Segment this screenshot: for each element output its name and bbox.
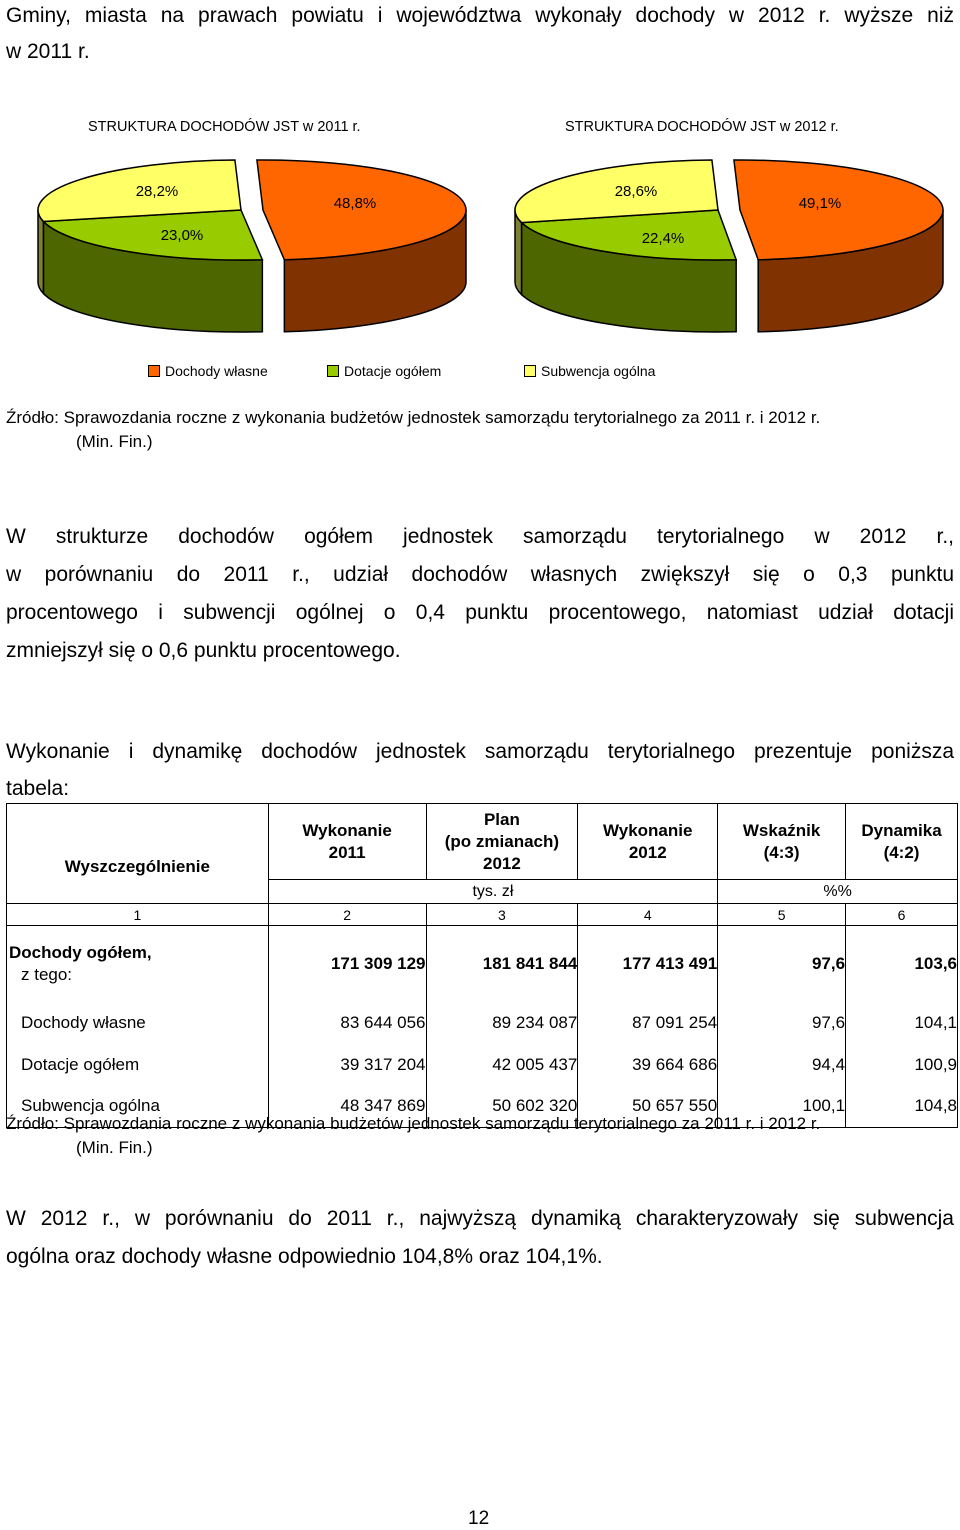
- legend-item-dotacje: [327, 363, 441, 379]
- cell: 103,6: [846, 926, 958, 1002]
- para3-line-2: ogólna oraz dochody własne odpowiednio 104,8% oraz 104,1%.: [6, 1245, 603, 1268]
- row-label: Dochody własne: [7, 1002, 269, 1044]
- para3-line-1: W 2012 r., w porównaniu do 2011 r., najwyższą dynamiką charakteryzowały się subwencja: [6, 1207, 954, 1230]
- row-label: Subwencja ogólna: [7, 1086, 269, 1128]
- th-line: Plan: [483, 809, 520, 829]
- source-line-1: Źródło: Sprawozdania roczne z wykonania budżetów jednostek samorządu terytorialnego za 2011 r. i 2012 r.: [6, 408, 821, 427]
- cell: 181 841 844: [426, 926, 578, 1002]
- table-row: [7, 1044, 958, 1086]
- cell: 50 602 320: [426, 1086, 578, 1128]
- th-line: (po zmianach): [444, 831, 560, 851]
- th-dynamika: [846, 804, 958, 880]
- col-number: 3: [426, 904, 578, 926]
- chart-title-2011: STRUKTURA DOCHODÓW JST w 2011 r.: [88, 119, 361, 135]
- pie-slice-side: [38, 210, 43, 293]
- th-line: Wskaźnik: [742, 820, 821, 840]
- pie-chart-2011: [38, 160, 466, 332]
- th-wykonanie-2011: [268, 804, 426, 880]
- para1-line-3: procentowego i subwencji ogólnej o 0,4 punktu procentowego, natomiast udział dotacji: [6, 601, 954, 624]
- th-plan-2012: [426, 804, 578, 880]
- intro-line-1: Gminy, miasta na prawach powiatu i województwa wykonały dochody w 2012 r. wyższe niż: [6, 4, 954, 27]
- legend-label: Dochody własne: [165, 363, 268, 379]
- para2-line-2: tabela:: [6, 777, 70, 800]
- th-wyszczegolnienie: Wyszczególnienie: [7, 804, 269, 904]
- cell: 39 664 686: [578, 1044, 718, 1086]
- source-line-2: (Min. Fin.): [76, 1138, 153, 1157]
- unit-money: tys. zł: [268, 880, 717, 904]
- intro-line-2: w 2011 r.: [6, 40, 90, 63]
- col-number: 5: [718, 904, 846, 926]
- total-sublabel: z tego:: [21, 964, 73, 984]
- pie-data-label: 28,2%: [135, 183, 179, 200]
- legend-label: Dotacje ogółem: [344, 363, 442, 379]
- para1-line-2: w porównaniu do 2011 r., udział dochodów własnych zwiększył się o 0,3 punktu: [6, 563, 954, 586]
- pie-chart-2012: [515, 160, 943, 332]
- cell: 50 657 550: [578, 1086, 718, 1128]
- th-line: 2012: [482, 853, 521, 873]
- legend-item-dochody-wlasne: [148, 363, 268, 379]
- pie-data-label: 22,4%: [641, 230, 685, 247]
- pie-data-label: 23,0%: [160, 227, 204, 244]
- th-line: 2011: [328, 842, 366, 862]
- total-label: Dochody ogółem,: [9, 942, 152, 962]
- table-row-total: [7, 926, 958, 1002]
- cell: 83 644 056: [268, 1002, 426, 1044]
- income-table: [6, 803, 958, 1128]
- th-line: 2012: [628, 842, 667, 862]
- th-line: Dynamika: [861, 820, 942, 840]
- table-row: [7, 1002, 958, 1044]
- cell: 100,1: [718, 1086, 846, 1128]
- para2-line-1: Wykonanie i dynamikę dochodów jednostek samorządu terytorialnego prezentuje poniższa: [6, 740, 954, 763]
- th-line: Wykonanie: [603, 820, 693, 840]
- col-number: 2: [268, 904, 426, 926]
- th-line: (4:3): [763, 842, 800, 862]
- pie-data-label: 48,8%: [333, 195, 377, 212]
- th-line: (4:2): [883, 842, 920, 862]
- para1-line-4: zmniejszył się o 0,6 punktu procentowego.: [6, 639, 401, 662]
- legend-swatch-orange: [148, 365, 160, 377]
- col-number: 1: [7, 904, 269, 926]
- cell: 100,9: [846, 1044, 958, 1086]
- pie-data-label: 49,1%: [798, 195, 842, 212]
- th-wykonanie-2012: [578, 804, 718, 880]
- legend-label: Subwencja ogólna: [541, 363, 656, 379]
- cell: 39 317 204: [268, 1044, 426, 1086]
- page-number: 12: [468, 1508, 490, 1529]
- source-note-2: [6, 1112, 820, 1160]
- source-note-1: [6, 406, 820, 454]
- cell: 87 091 254: [578, 1002, 718, 1044]
- cell: 171 309 129: [268, 926, 426, 1002]
- th-wskaznik: [718, 804, 846, 880]
- cell: 48 347 869: [268, 1086, 426, 1128]
- cell: 104,1: [846, 1002, 958, 1044]
- pie-data-label: 28,6%: [614, 183, 658, 200]
- col-number: 6: [846, 904, 958, 926]
- source-line-2: (Min. Fin.): [76, 432, 153, 451]
- pie-charts: [0, 140, 960, 350]
- row-label-total: [7, 926, 269, 1002]
- cell: 97,6: [718, 926, 846, 1002]
- cell: 89 234 087: [426, 1002, 578, 1044]
- para1-line-1: W strukturze dochodów ogółem jednostek samorządu terytorialnego w 2012 r.,: [6, 525, 954, 548]
- cell: 177 413 491: [578, 926, 718, 1002]
- cell: 42 005 437: [426, 1044, 578, 1086]
- cell: 104,8: [846, 1086, 958, 1128]
- unit-percent: %%: [718, 880, 958, 904]
- legend-swatch-yellow: [524, 365, 536, 377]
- legend-item-subwencja: [524, 363, 655, 379]
- col-number: 4: [578, 904, 718, 926]
- cell: 97,6: [718, 1002, 846, 1044]
- legend-swatch-green: [327, 365, 339, 377]
- th-line: Wykonanie: [302, 820, 392, 840]
- source-line-1: Źródło: Sprawozdania roczne z wykonania budżetów jednostek samorządu terytorialnego za 2011 r. i 2012 r.: [6, 1114, 821, 1133]
- chart-title-2012: STRUKTURA DOCHODÓW JST w 2012 r.: [565, 119, 839, 135]
- cell: 94,4: [718, 1044, 846, 1086]
- row-label: Dotacje ogółem: [7, 1044, 269, 1086]
